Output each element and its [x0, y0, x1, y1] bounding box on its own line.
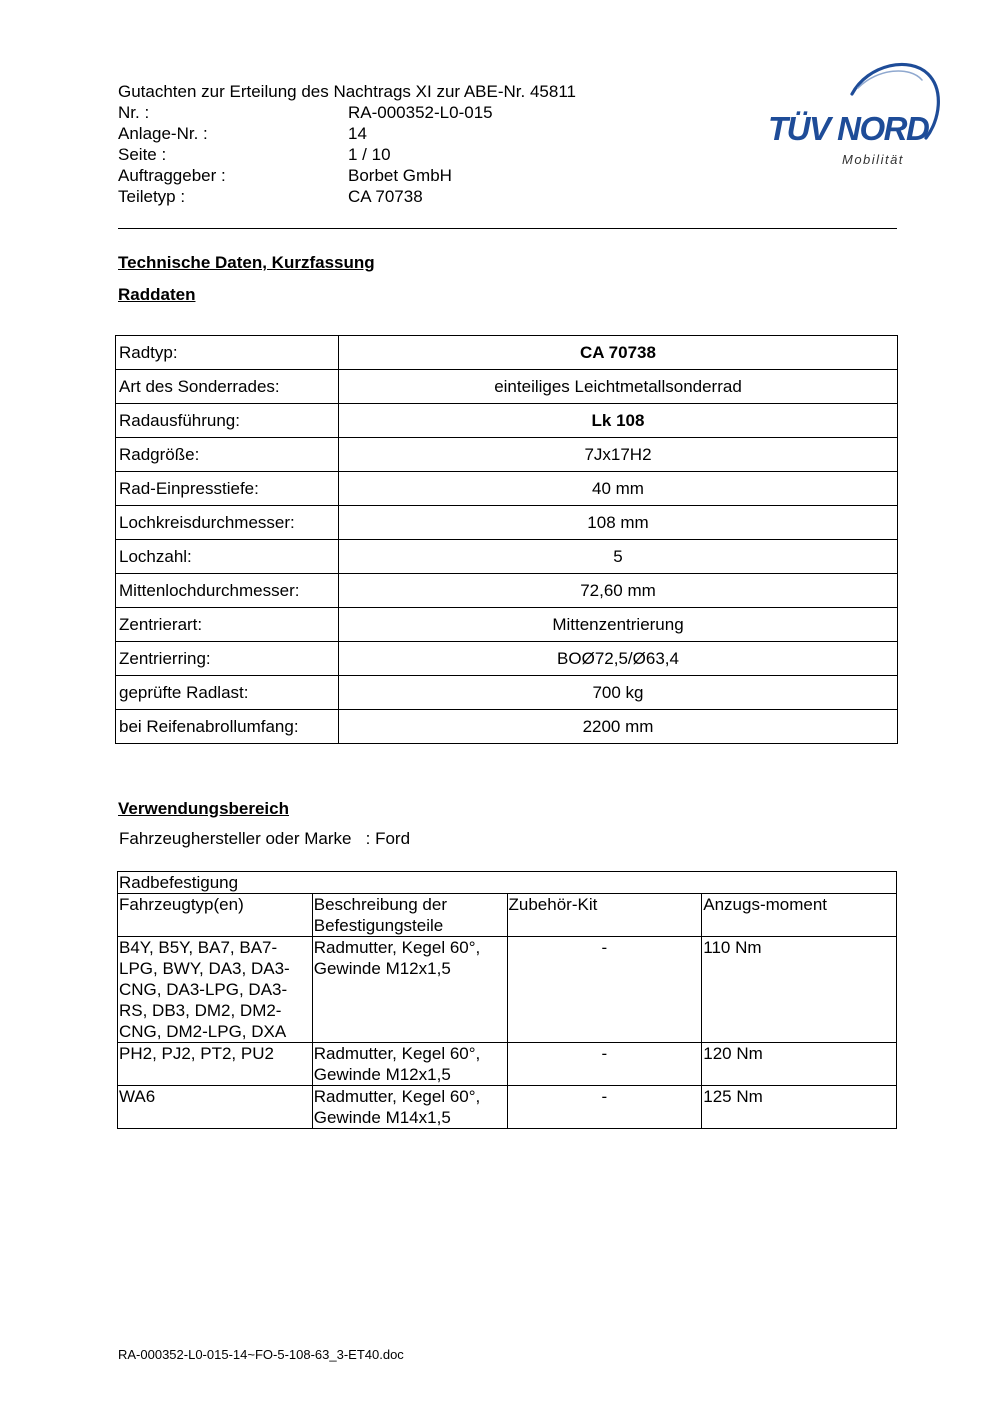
mounting-table: [117, 871, 897, 1129]
row-label: Rad-Einpresstiefe:: [116, 472, 339, 506]
footer-filename: RA-000352-L0-015-14~FO-5-108-63_3-ET40.doc: [118, 1347, 404, 1362]
table-row: [116, 676, 898, 710]
row-value: einteiliges Leichtmetallsonderrad: [339, 370, 898, 404]
manufacturer-label: Fahrzeughersteller oder Marke: [119, 829, 352, 848]
table-row: [118, 1043, 897, 1086]
row-value: 2200 mm: [339, 710, 898, 744]
header-row-attachment: [118, 123, 678, 144]
accessory-kit: -: [507, 1043, 702, 1086]
manufacturer-line: [119, 829, 410, 849]
row-label: Art des Sonderrades:: [116, 370, 339, 404]
header-row-client: [118, 165, 678, 186]
row-value: BOØ72,5/Ø63,4: [339, 642, 898, 676]
accessory-kit: -: [507, 937, 702, 1043]
column-header: Beschreibung der Befestigungsteile: [312, 894, 507, 937]
table-row: [116, 540, 898, 574]
document-title: Gutachten zur Erteilung des Nachtrags XI zur ABE-Nr. 45811: [118, 82, 576, 101]
header-value: CA 70738: [348, 187, 423, 206]
row-value: 7Jx17H2: [339, 438, 898, 472]
column-header: Fahrzeugtyp(en): [118, 894, 313, 937]
fastener-description: Radmutter, Kegel 60°, Gewinde M14x1,5: [312, 1086, 507, 1129]
row-value: Mittenzentrierung: [339, 608, 898, 642]
row-label: Zentrierring:: [116, 642, 339, 676]
table-row: [116, 506, 898, 540]
row-label: bei Reifenabrollumfang:: [116, 710, 339, 744]
header-key: Teiletyp :: [118, 187, 186, 206]
row-value: 108 mm: [339, 506, 898, 540]
vehicle-types: WA6: [118, 1086, 313, 1129]
header-key: Auftraggeber :: [118, 166, 226, 185]
usage-heading: Verwendungsbereich: [118, 799, 289, 818]
column-header: Zubehör-Kit: [507, 894, 702, 937]
header-row-part-type: [118, 186, 678, 207]
row-value: 700 kg: [339, 676, 898, 710]
row-label: Lochkreisdurchmesser:: [116, 506, 339, 540]
header-key: Nr. :: [118, 103, 150, 122]
header-row-page: [118, 144, 678, 165]
vehicle-types: PH2, PJ2, PT2, PU2: [118, 1043, 313, 1086]
technical-data-heading: Technische Daten, Kurzfassung: [118, 253, 375, 272]
table-row: [116, 574, 898, 608]
row-value: Lk 108: [339, 404, 898, 438]
table-row: [116, 608, 898, 642]
vehicle-types: B4Y, B5Y, BA7, BA7-LPG, BWY, DA3, DA3-CNG, DA3-LPG, DA3-RS, DB3, DM2, DM2-CNG, DM2-LPG, DXA: [118, 937, 313, 1043]
wheel-data-heading: Raddaten: [118, 285, 196, 304]
row-label: Mittenlochdurchmesser:: [116, 574, 339, 608]
header-value: 1 / 10: [348, 145, 391, 164]
table-row: [116, 472, 898, 506]
row-label: geprüfte Radlast:: [116, 676, 339, 710]
header-divider: [118, 228, 897, 229]
header-value: Borbet GmbH: [348, 166, 452, 185]
manufacturer-separator: :: [365, 829, 371, 848]
mounting-caption: Radbefestigung: [118, 872, 897, 894]
table-header-row: [118, 894, 897, 937]
row-label: Zentrierart:: [116, 608, 339, 642]
table-row: [116, 642, 898, 676]
header-value: 14: [348, 124, 367, 143]
tuv-nord-logo: [760, 58, 945, 173]
header-value: RA-000352-L0-015: [348, 103, 493, 122]
header-row-number: [118, 102, 678, 123]
column-header: Anzugs-moment: [702, 894, 897, 937]
accessory-kit: -: [507, 1086, 702, 1129]
fastener-description: Radmutter, Kegel 60°, Gewinde M12x1,5: [312, 1043, 507, 1086]
row-value: 72,60 mm: [339, 574, 898, 608]
table-row: [116, 370, 898, 404]
wheel-data-table: [115, 335, 898, 744]
row-label: Lochzahl:: [116, 540, 339, 574]
tightening-torque: 125 Nm: [702, 1086, 897, 1129]
table-row: [116, 438, 898, 472]
logo-subtitle: Mobilität: [842, 152, 904, 167]
row-label: Radausführung:: [116, 404, 339, 438]
table-caption-row: [118, 872, 897, 894]
table-row: [116, 404, 898, 438]
row-value: CA 70738: [339, 336, 898, 370]
row-value: 40 mm: [339, 472, 898, 506]
tightening-torque: 120 Nm: [702, 1043, 897, 1086]
table-row: [116, 336, 898, 370]
tightening-torque: 110 Nm: [702, 937, 897, 1043]
row-label: Radtyp:: [116, 336, 339, 370]
logo-wordmark: TÜV NORD: [768, 110, 929, 147]
header-key: Anlage-Nr. :: [118, 124, 208, 143]
table-row: [118, 1086, 897, 1129]
row-value: 5: [339, 540, 898, 574]
document-header: [118, 81, 678, 207]
fastener-description: Radmutter, Kegel 60°, Gewinde M12x1,5: [312, 937, 507, 1043]
manufacturer-value: Ford: [375, 829, 411, 848]
header-key: Seite :: [118, 145, 167, 164]
row-label: Radgröße:: [116, 438, 339, 472]
table-row: [116, 710, 898, 744]
table-row: [118, 937, 897, 1043]
